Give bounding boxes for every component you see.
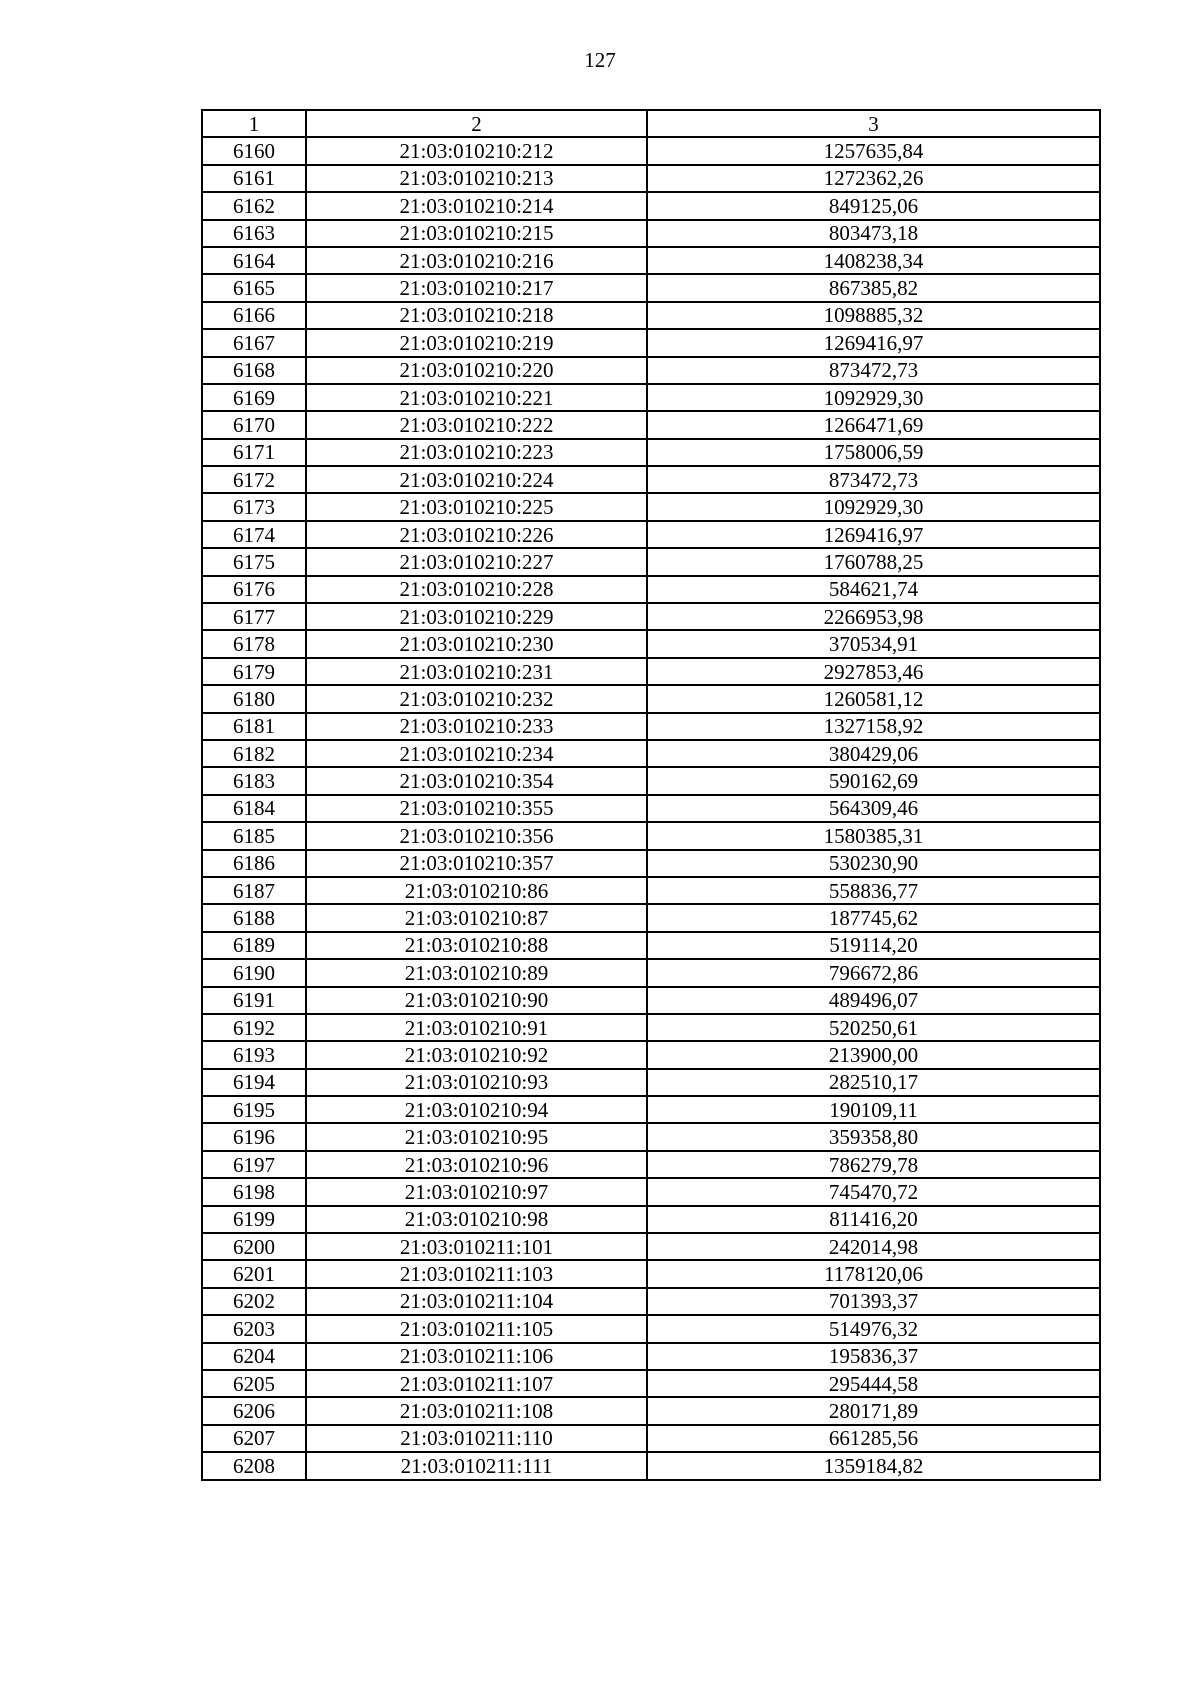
cadastral-number-cell: 21:03:010210:94 [306, 1096, 647, 1123]
cadastral-value-cell: 2266953,98 [647, 603, 1100, 630]
table-row [202, 630, 1100, 657]
cadastral-value-cell: 519114,20 [647, 932, 1100, 959]
table-row [202, 850, 1100, 877]
row-number-cell: 6205 [202, 1370, 306, 1397]
cadastral-number-cell: 21:03:010210:221 [306, 384, 647, 411]
table-row [202, 1096, 1100, 1123]
cadastral-value-cell: 1269416,97 [647, 329, 1100, 356]
table-row [202, 603, 1100, 630]
table-row [202, 1014, 1100, 1041]
cadastral-value-cell: 745470,72 [647, 1178, 1100, 1205]
cadastral-number-cell: 21:03:010210:356 [306, 822, 647, 849]
cadastral-number-cell: 21:03:010211:107 [306, 1370, 647, 1397]
cadastral-number-cell: 21:03:010211:106 [306, 1343, 647, 1370]
cadastral-number-cell: 21:03:010210:223 [306, 439, 647, 466]
cadastral-value-cell: 803473,18 [647, 220, 1100, 247]
table-row [202, 1452, 1100, 1479]
cadastral-value-cell: 1272362,26 [647, 165, 1100, 192]
cadastral-number-cell: 21:03:010210:217 [306, 274, 647, 301]
table-row [202, 1233, 1100, 1260]
cadastral-value-cell: 1260581,12 [647, 685, 1100, 712]
table-row [202, 384, 1100, 411]
cadastral-number-cell: 21:03:010210:98 [306, 1206, 647, 1233]
cadastral-number-cell: 21:03:010210:87 [306, 904, 647, 931]
cadastral-value-cell: 1408238,34 [647, 247, 1100, 274]
row-number-cell: 6194 [202, 1069, 306, 1096]
row-number-cell: 6176 [202, 576, 306, 603]
row-number-cell: 6181 [202, 713, 306, 740]
table-row [202, 220, 1100, 247]
cadastral-number-cell: 21:03:010211:105 [306, 1315, 647, 1342]
row-number-cell: 6189 [202, 932, 306, 959]
row-number-cell: 6174 [202, 521, 306, 548]
cadastral-value-cell: 1092929,30 [647, 493, 1100, 520]
cadastral-number-cell: 21:03:010210:228 [306, 576, 647, 603]
row-number-cell: 6173 [202, 493, 306, 520]
cadastral-number-cell: 21:03:010211:103 [306, 1260, 647, 1287]
cadastral-number-cell: 21:03:010210:96 [306, 1151, 647, 1178]
column-header-3: 3 [647, 110, 1100, 137]
cadastral-number-cell: 21:03:010210:95 [306, 1123, 647, 1150]
cadastral-value-cell: 1257635,84 [647, 137, 1100, 164]
table-body [202, 137, 1100, 1479]
table-row [202, 1397, 1100, 1424]
row-number-cell: 6184 [202, 795, 306, 822]
cadastral-number-cell: 21:03:010210:227 [306, 548, 647, 575]
row-number-cell: 6172 [202, 466, 306, 493]
row-number-cell: 6191 [202, 987, 306, 1014]
table-header-row [202, 110, 1100, 137]
row-number-cell: 6200 [202, 1233, 306, 1260]
table-row [202, 713, 1100, 740]
row-number-cell: 6167 [202, 329, 306, 356]
cadastral-number-cell: 21:03:010210:230 [306, 630, 647, 657]
row-number-cell: 6203 [202, 1315, 306, 1342]
row-number-cell: 6196 [202, 1123, 306, 1150]
cadastral-value-cell: 187745,62 [647, 904, 1100, 931]
table-row [202, 959, 1100, 986]
table-row [202, 165, 1100, 192]
cadastral-value-cell: 242014,98 [647, 1233, 1100, 1260]
row-number-cell: 6207 [202, 1425, 306, 1452]
row-number-cell: 6192 [202, 1014, 306, 1041]
cadastral-value-cell: 520250,61 [647, 1014, 1100, 1041]
cadastral-value-cell: 873472,73 [647, 466, 1100, 493]
row-number-cell: 6171 [202, 439, 306, 466]
row-number-cell: 6162 [202, 192, 306, 219]
cadastral-number-cell: 21:03:010210:224 [306, 466, 647, 493]
cadastral-number-cell: 21:03:010211:108 [306, 1397, 647, 1424]
row-number-cell: 6177 [202, 603, 306, 630]
cadastral-value-cell: 2927853,46 [647, 658, 1100, 685]
cadastral-value-cell: 1327158,92 [647, 713, 1100, 740]
table-row [202, 1041, 1100, 1068]
cadastral-number-cell: 21:03:010210:91 [306, 1014, 647, 1041]
table-row [202, 466, 1100, 493]
cadastral-value-cell: 370534,91 [647, 630, 1100, 657]
table-row [202, 192, 1100, 219]
table-row [202, 1206, 1100, 1233]
cadastral-number-cell: 21:03:010210:354 [306, 767, 647, 794]
row-number-cell: 6201 [202, 1260, 306, 1287]
table-row [202, 822, 1100, 849]
table-row [202, 1343, 1100, 1370]
table-row [202, 1315, 1100, 1342]
row-number-cell: 6204 [202, 1343, 306, 1370]
cadastral-value-cell: 1092929,30 [647, 384, 1100, 411]
cadastral-number-cell: 21:03:010211:104 [306, 1288, 647, 1315]
table-row [202, 795, 1100, 822]
cadastral-number-cell: 21:03:010210:357 [306, 850, 647, 877]
cadastral-number-cell: 21:03:010210:93 [306, 1069, 647, 1096]
row-number-cell: 6169 [202, 384, 306, 411]
table-row [202, 247, 1100, 274]
cadastral-value-cell: 489496,07 [647, 987, 1100, 1014]
table-row [202, 411, 1100, 438]
cadastral-value-cell: 584621,74 [647, 576, 1100, 603]
row-number-cell: 6202 [202, 1288, 306, 1315]
cadastral-value-cell: 213900,00 [647, 1041, 1100, 1068]
cadastral-value-cell: 1758006,59 [647, 439, 1100, 466]
cadastral-number-cell: 21:03:010211:111 [306, 1452, 647, 1479]
row-number-cell: 6180 [202, 685, 306, 712]
table-row [202, 1069, 1100, 1096]
table-row [202, 1425, 1100, 1452]
row-number-cell: 6193 [202, 1041, 306, 1068]
table-row [202, 493, 1100, 520]
row-number-cell: 6175 [202, 548, 306, 575]
cadastral-number-cell: 21:03:010210:90 [306, 987, 647, 1014]
cadastral-value-cell: 282510,17 [647, 1069, 1100, 1096]
cadastral-value-cell: 558836,77 [647, 877, 1100, 904]
cadastral-number-cell: 21:03:010210:220 [306, 357, 647, 384]
table-row [202, 329, 1100, 356]
cadastral-number-cell: 21:03:010210:89 [306, 959, 647, 986]
row-number-cell: 6187 [202, 877, 306, 904]
row-number-cell: 6188 [202, 904, 306, 931]
cadastral-number-cell: 21:03:010210:216 [306, 247, 647, 274]
table-row [202, 767, 1100, 794]
cadastral-value-table [201, 109, 1101, 1481]
cadastral-number-cell: 21:03:010210:355 [306, 795, 647, 822]
cadastral-number-cell: 21:03:010210:232 [306, 685, 647, 712]
table-row [202, 137, 1100, 164]
cadastral-value-cell: 811416,20 [647, 1206, 1100, 1233]
cadastral-value-cell: 796672,86 [647, 959, 1100, 986]
cadastral-value-cell: 359358,80 [647, 1123, 1100, 1150]
row-number-cell: 6166 [202, 302, 306, 329]
cadastral-number-cell: 21:03:010210:225 [306, 493, 647, 520]
cadastral-value-cell: 1266471,69 [647, 411, 1100, 438]
table-row [202, 274, 1100, 301]
table-row [202, 1123, 1100, 1150]
table-row [202, 685, 1100, 712]
cadastral-value-cell: 530230,90 [647, 850, 1100, 877]
table-row [202, 740, 1100, 767]
table-row [202, 302, 1100, 329]
row-number-cell: 6161 [202, 165, 306, 192]
row-number-cell: 6198 [202, 1178, 306, 1205]
cadastral-value-cell: 1269416,97 [647, 521, 1100, 548]
cadastral-value-cell: 380429,06 [647, 740, 1100, 767]
row-number-cell: 6179 [202, 658, 306, 685]
table-row [202, 1370, 1100, 1397]
table-row [202, 658, 1100, 685]
row-number-cell: 6185 [202, 822, 306, 849]
cadastral-number-cell: 21:03:010210:97 [306, 1178, 647, 1205]
row-number-cell: 6195 [202, 1096, 306, 1123]
cadastral-value-cell: 849125,06 [647, 192, 1100, 219]
table-row [202, 877, 1100, 904]
column-header-2: 2 [306, 110, 647, 137]
row-number-cell: 6183 [202, 767, 306, 794]
cadastral-number-cell: 21:03:010210:222 [306, 411, 647, 438]
cadastral-value-cell: 1760788,25 [647, 548, 1100, 575]
table-row [202, 932, 1100, 959]
cadastral-value-cell: 280171,89 [647, 1397, 1100, 1424]
table-row [202, 1260, 1100, 1287]
table-row [202, 439, 1100, 466]
cadastral-number-cell: 21:03:010210:218 [306, 302, 647, 329]
table-row [202, 1178, 1100, 1205]
cadastral-number-cell: 21:03:010210:231 [306, 658, 647, 685]
cadastral-value-cell: 873472,73 [647, 357, 1100, 384]
column-header-1: 1 [202, 110, 306, 137]
cadastral-value-cell: 514976,32 [647, 1315, 1100, 1342]
table-row [202, 521, 1100, 548]
cadastral-value-cell: 1178120,06 [647, 1260, 1100, 1287]
cadastral-number-cell: 21:03:010210:86 [306, 877, 647, 904]
row-number-cell: 6165 [202, 274, 306, 301]
row-number-cell: 6206 [202, 1397, 306, 1424]
row-number-cell: 6182 [202, 740, 306, 767]
row-number-cell: 6197 [202, 1151, 306, 1178]
cadastral-value-cell: 190109,11 [647, 1096, 1100, 1123]
cadastral-number-cell: 21:03:010211:110 [306, 1425, 647, 1452]
cadastral-number-cell: 21:03:010210:233 [306, 713, 647, 740]
cadastral-value-cell: 195836,37 [647, 1343, 1100, 1370]
cadastral-value-cell: 1580385,31 [647, 822, 1100, 849]
cadastral-number-cell: 21:03:010210:88 [306, 932, 647, 959]
row-number-cell: 6208 [202, 1452, 306, 1479]
cadastral-number-cell: 21:03:010210:213 [306, 165, 647, 192]
cadastral-number-cell: 21:03:010210:219 [306, 329, 647, 356]
row-number-cell: 6160 [202, 137, 306, 164]
row-number-cell: 6168 [202, 357, 306, 384]
table-row [202, 357, 1100, 384]
row-number-cell: 6170 [202, 411, 306, 438]
cadastral-value-cell: 867385,82 [647, 274, 1100, 301]
row-number-cell: 6199 [202, 1206, 306, 1233]
cadastral-number-cell: 21:03:010210:214 [306, 192, 647, 219]
row-number-cell: 6190 [202, 959, 306, 986]
cadastral-number-cell: 21:03:010210:215 [306, 220, 647, 247]
cadastral-value-cell: 295444,58 [647, 1370, 1100, 1397]
row-number-cell: 6163 [202, 220, 306, 247]
table-row [202, 904, 1100, 931]
cadastral-value-cell: 661285,56 [647, 1425, 1100, 1452]
cadastral-value-cell: 701393,37 [647, 1288, 1100, 1315]
table-row [202, 1288, 1100, 1315]
table-row [202, 576, 1100, 603]
table-row [202, 987, 1100, 1014]
cadastral-number-cell: 21:03:010211:101 [306, 1233, 647, 1260]
page-number: 127 [584, 48, 616, 72]
cadastral-value-cell: 590162,69 [647, 767, 1100, 794]
table-row [202, 1151, 1100, 1178]
cadastral-value-cell: 786279,78 [647, 1151, 1100, 1178]
cadastral-value-cell: 1098885,32 [647, 302, 1100, 329]
row-number-cell: 6164 [202, 247, 306, 274]
table-row [202, 548, 1100, 575]
cadastral-number-cell: 21:03:010210:234 [306, 740, 647, 767]
row-number-cell: 6186 [202, 850, 306, 877]
cadastral-number-cell: 21:03:010210:92 [306, 1041, 647, 1068]
cadastral-number-cell: 21:03:010210:226 [306, 521, 647, 548]
cadastral-value-cell: 1359184,82 [647, 1452, 1100, 1479]
cadastral-value-cell: 564309,46 [647, 795, 1100, 822]
cadastral-number-cell: 21:03:010210:229 [306, 603, 647, 630]
cadastral-number-cell: 21:03:010210:212 [306, 137, 647, 164]
table-header [202, 110, 1100, 137]
row-number-cell: 6178 [202, 630, 306, 657]
